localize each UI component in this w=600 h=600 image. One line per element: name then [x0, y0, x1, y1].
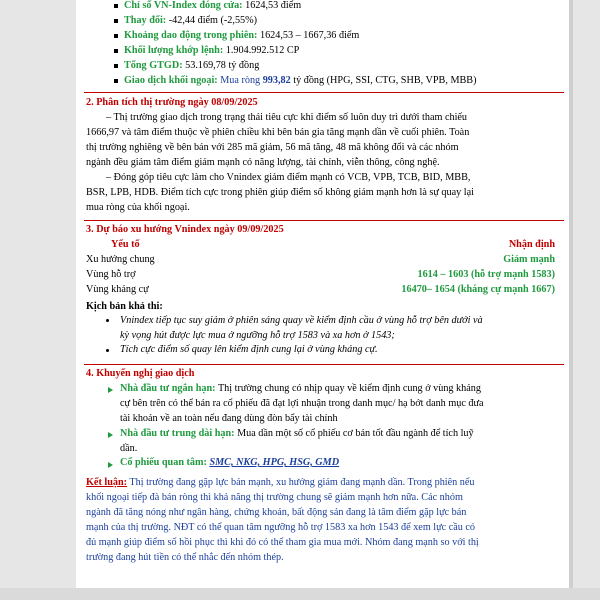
bullet-icon	[114, 34, 118, 38]
foreign-suffix: tỷ đồng (HPG, SSI, CTG, SHB, VPB, MBB)	[290, 75, 477, 86]
foreign-amount: 993,82	[262, 75, 291, 86]
bullet-icon	[114, 79, 118, 83]
section4-heading: 4. Khuyến nghị giao dịch	[86, 368, 195, 379]
conclusion-line: khối ngoại tiếp đà bán ròng thì khả năng thị trường chung sẽ giảm mạnh hơn nữa. Các nhóm	[86, 492, 463, 503]
bullet-icon	[114, 19, 118, 23]
section-divider	[84, 92, 564, 93]
short-term-advice	[120, 381, 564, 426]
scenario-title: Kịch bản khả thi:	[86, 301, 163, 312]
conclusion-line: đủ mạnh giúp điểm số hồi phục thì khi đó có thể tham gia mua mới. Nhóm đang mạnh so với thị	[86, 537, 479, 548]
scenario-line: Vnindex tiếp tục suy giảm ở phiên sáng quay về kiểm định cầu ở vùng hỗ trợ bên dưới và	[120, 315, 483, 326]
para-line: 1666,97 và tâm điểm thuộc về phiên chiều khi bên bán gia tăng mạnh dần về cuối phiên. Toàn	[86, 127, 470, 138]
arrow-bullet-icon	[108, 387, 113, 393]
para-line: – Đóng góp tiêu cực làm cho Vnindex giảm điểm mạnh có VCB, VPB, TCB, BID, MBB,	[106, 172, 471, 183]
range-label: Khoảng dao động trong phiên:	[124, 30, 258, 41]
foreign-line	[124, 74, 477, 88]
conclusion-line	[86, 475, 564, 490]
conclusion-text: Thị trường đang gặp lực bán mạnh, xu hướng giảm đang mạnh dần. Trong phiên nếu	[127, 477, 475, 488]
bullet-icon	[114, 64, 118, 68]
change-line	[124, 14, 257, 28]
section2-paragraph1	[86, 110, 564, 170]
assessment-column-header: Nhận định	[508, 239, 555, 250]
conclusion-line: mạnh của thị trường. NĐT có thể quan tâm ngưỡng hỗ trợ 1583 xa hơn 1543 để xem lực cầu có	[86, 522, 476, 533]
support-assessment: 1614 – 1603 (hỗ trợ mạnh 1583)	[417, 269, 555, 280]
change-value: -42,44 điểm (-2,55%)	[166, 15, 258, 26]
watchlist-line	[120, 456, 339, 470]
bullet-icon	[106, 349, 109, 352]
advice-line: tài khoản về an toàn nếu đang dùng đòn bẩy tài chính	[120, 413, 338, 424]
total-value-line	[124, 59, 259, 73]
advice-text: Mua dần một số cổ phiếu cơ bản tốt đầu ngành để tích luỹ	[234, 428, 474, 439]
scenario-1	[120, 313, 564, 343]
volume-value: 1.904.992.512 CP	[223, 45, 300, 56]
arrow-bullet-icon	[108, 462, 113, 468]
close-index-label: Chỉ số VN-Index đóng cửa:	[124, 0, 243, 11]
close-index-line	[124, 0, 301, 13]
page-shadow	[569, 0, 573, 588]
scenario-line: kỳ vọng hút được lực mua ở ngưỡng hỗ trợ 1583 và xa hơn ở 1543;	[120, 330, 395, 341]
advice-line	[120, 381, 564, 396]
viewer-bottom-bar	[0, 588, 600, 600]
foreign-prefix: Mua ròng	[217, 75, 263, 86]
conclusion-line: trường đang hút tiền có thể nhắc đến nhóm thép.	[86, 552, 284, 563]
support-factor: Vùng hỗ trợ	[86, 269, 136, 280]
arrow-bullet-icon	[108, 432, 113, 438]
range-line	[124, 29, 359, 43]
document-page	[76, 0, 569, 588]
trend-assessment: Giảm mạnh	[503, 254, 555, 265]
conclusion-label: Kết luận:	[86, 477, 128, 488]
conclusion	[86, 475, 564, 565]
para-line: ngành đều giảm tâm điểm giảm mạnh có năng lượng, tài chính, viễn thông, công nghệ.	[86, 157, 440, 168]
volume-label: Khối lượng khớp lệnh:	[124, 45, 224, 56]
trend-factor: Xu hướng chung	[86, 254, 155, 265]
range-value: 1624,53 – 1667,36 điểm	[257, 30, 360, 41]
scenario-2: Tích cực điểm số quay lên kiểm định cung lại ở vùng kháng cự.	[120, 344, 378, 355]
bullet-icon	[114, 49, 118, 53]
resistance-factor: Vùng kháng cự	[86, 284, 149, 295]
para-line: BSR, LPB, HDB. Điểm tích cực trong phiên giúp điểm số không giảm mạnh hơn là sự quay lại	[86, 187, 474, 198]
watchlist-tickers[interactable]: SMC, NKG, HPG, HSG, GMD	[209, 457, 340, 468]
long-term-label: Nhà đầu tư trung dài hạn:	[120, 428, 235, 439]
para-line: – Thị trường giao dịch trong trạng thái tiêu cực khi điểm số luôn duy trì dưới tham chiếu	[106, 112, 468, 123]
conclusion-line: ngành đã tăng nóng như ngân hàng, chứng khoán, bất động sản đang là tâm điểm gặp lực bán	[86, 507, 467, 518]
change-label: Thay đổi:	[124, 15, 167, 26]
long-term-advice	[120, 426, 564, 456]
section-divider	[84, 364, 564, 365]
section3-heading: 3. Dự báo xu hướng Vnindex ngày 09/09/2025	[86, 224, 284, 235]
foreign-label: Giao dịch khối ngoại:	[124, 75, 218, 86]
para-line: thị trường nghiêng về bên bán với 285 mã giảm, 56 mã tăng, 48 mã không đổi và các nhóm	[86, 142, 459, 153]
section2-paragraph2	[86, 170, 564, 215]
para-line: mua ròng của khối ngoại.	[86, 202, 190, 213]
watchlist-label: Cổ phiếu quan tâm:	[120, 457, 207, 468]
volume-line	[124, 44, 299, 58]
bullet-icon	[106, 319, 109, 322]
advice-line: dần.	[120, 443, 138, 454]
advice-line	[120, 426, 564, 441]
factor-column-header: Yếu tố	[111, 239, 140, 250]
short-term-label: Nhà đầu tư ngắn hạn:	[120, 383, 216, 394]
bullet-icon	[114, 4, 118, 8]
close-index-value: 1624,53 điểm	[242, 0, 302, 11]
section-divider	[84, 220, 564, 221]
advice-line: cự bên trên có thể bán ra cổ phiếu đã đạt lợi nhuận trong danh mục/ hạ bớt danh mục đưa	[120, 398, 484, 409]
total-value-value: 53.169,78 tỷ đồng	[182, 60, 260, 71]
advice-text: Thị trường chung có nhịp quay về kiểm định cung ở vùng kháng	[215, 383, 481, 394]
section2-heading: 2. Phân tích thị trường ngày 08/09/2025	[86, 97, 258, 108]
total-value-label: Tổng GTGD:	[124, 60, 183, 71]
resistance-assessment: 16470– 1654 (kháng cự mạnh 1667)	[401, 284, 555, 295]
